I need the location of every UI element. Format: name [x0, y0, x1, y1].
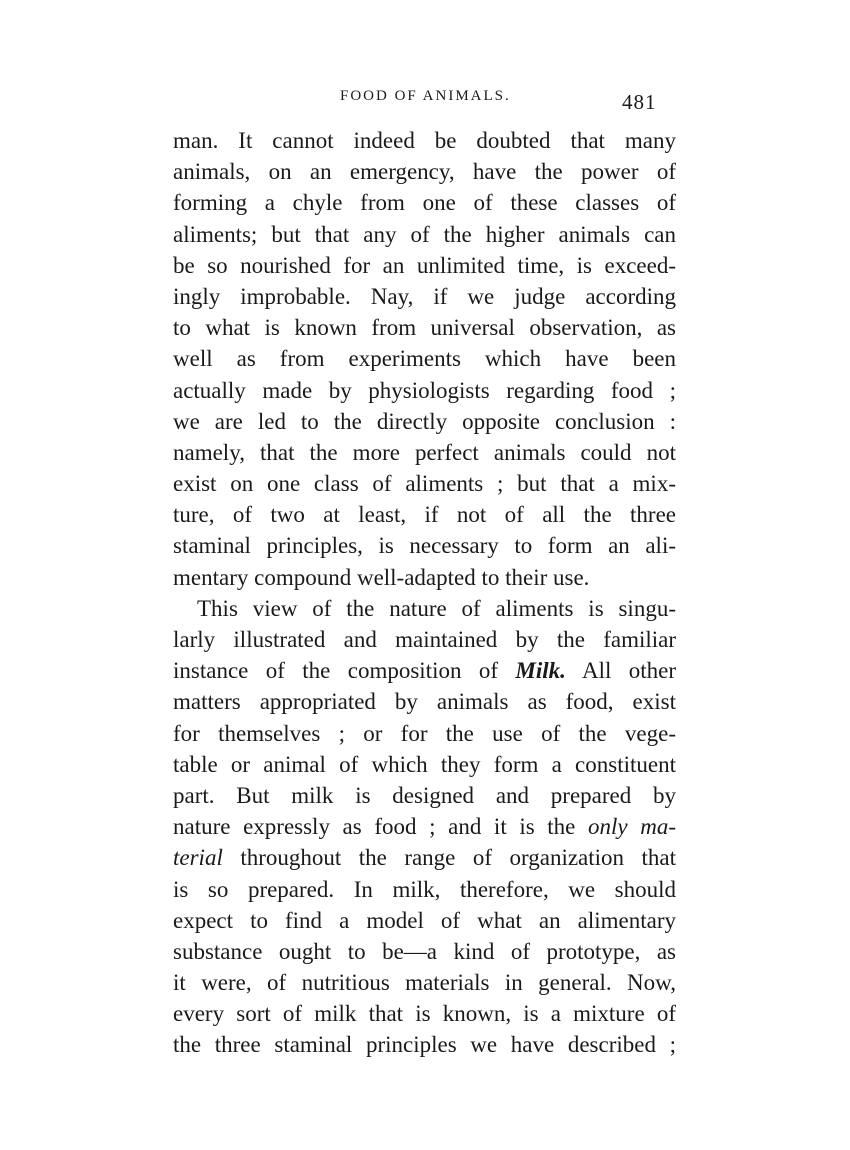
emphasis-only-material: terial — [173, 845, 223, 871]
text-line: is so prepared. In milk, therefore, we should — [173, 876, 676, 902]
text-line — [173, 842, 676, 873]
text-line: we are led to the directly opposite conclusion : — [173, 408, 676, 434]
text-line: forming a chyle from one of these classes of — [173, 190, 676, 216]
text-line: to what is known from universal observation, as — [173, 315, 676, 341]
text-line: matters appropriated by animals as food, exist — [173, 689, 676, 715]
text-segment: All other — [581, 658, 676, 684]
emphasis-only-material: only ma- — [588, 814, 676, 840]
text-line: namely, that the more perfect animals could not — [173, 439, 676, 465]
text-line: substance ought to be—a kind of prototype, as — [173, 938, 676, 964]
text-line: This view of the nature of aliments is singu- — [197, 595, 676, 621]
text-line: ingly improbable. Nay, if we judge according — [173, 283, 676, 309]
running-head: FOOD OF ANIMALS. — [340, 88, 511, 104]
text-line: animals, on an emergency, have the power of — [173, 159, 676, 185]
text-line: table or animal of which they form a constituent — [173, 751, 676, 777]
text-line: ture, of two at least, if not of all the three — [173, 502, 676, 528]
text-line: the three staminal principles we have described ; — [173, 1032, 676, 1058]
text-line: be so nourished for an unlimited time, is exceed- — [173, 252, 676, 278]
text-line: aliments; but that any of the higher animals can — [173, 221, 676, 247]
text-segment: throughout the range of organization that — [240, 845, 676, 871]
body-text — [173, 125, 676, 1061]
text-line: man. It cannot indeed be doubted that many — [173, 128, 676, 153]
text-line — [173, 811, 676, 842]
text-line: it were, of nutritious materials in general. Now, — [173, 970, 676, 996]
text-segment: instance of the composition of — [173, 658, 498, 684]
text-line: expect to find a model of what an alimentary — [173, 907, 676, 933]
text-line: well as from experiments which have been — [173, 346, 676, 372]
text-line: larly illustrated and maintained by the familiar — [173, 627, 676, 652]
page-number: 481 — [622, 90, 657, 114]
text-line: mentary compound well-adapted to their use. — [173, 564, 590, 590]
text-line: actually made by physiologists regarding food ; — [173, 377, 676, 403]
emphasis-milk: Milk. — [515, 658, 566, 684]
text-line: part. But milk is designed and prepared by — [173, 782, 676, 808]
text-line: for themselves ; or for the use of the vege- — [173, 720, 676, 746]
text-line — [173, 655, 676, 686]
text-line: staminal principles, is necessary to form an ali- — [173, 533, 676, 559]
text-segment: nature expressly as food ; and it is the — [173, 814, 576, 840]
text-line: exist on one class of aliments ; but that a mix- — [173, 471, 676, 497]
text-line: every sort of milk that is known, is a mixture of — [173, 1001, 676, 1027]
